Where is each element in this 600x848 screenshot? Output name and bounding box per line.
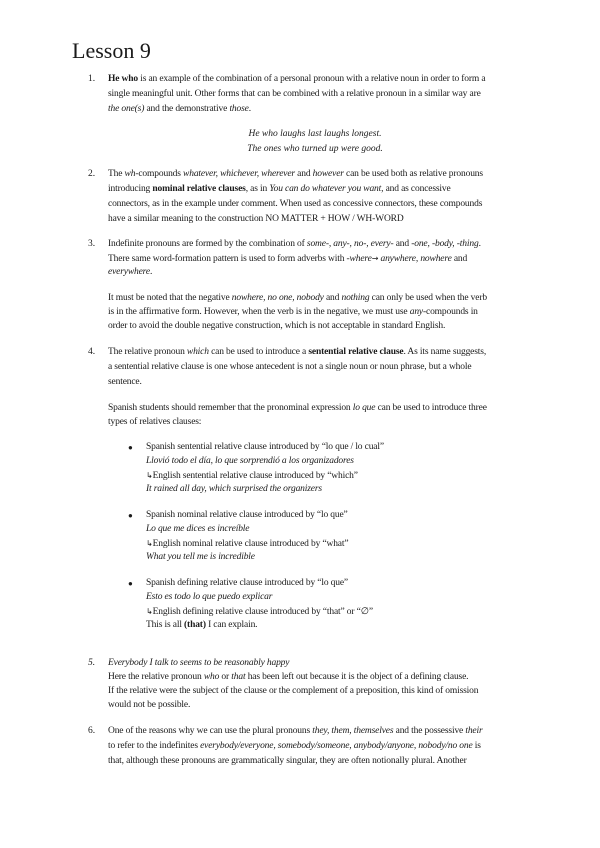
s3-p2-line-3: order to avoid the double negative construction, which is not acceptable in standard English. [108,321,446,331]
item-number-5: 5. [88,658,96,668]
s3-line-2: There same word-formation pattern is used to form adverbs with -where→ anywhere, nowhere and [108,254,468,264]
bullet-2-english-example: What you tell me is incredible [146,552,255,562]
bullet-icon: ● [128,579,133,588]
s5-example: Everybody I talk to seems to be reasonably happy [108,658,290,668]
bullet-1-spanish-example: Llovió todo el día, lo que sorprendió a los organizadores [146,456,354,466]
s2-line-3: connectors, as in the example under comment. When used as concessive connectors, these compounds [108,199,483,209]
item-number-1: 1. [88,74,96,84]
bullet-icon: ● [128,443,133,452]
s4-p2-line-1: Spanish students should remember that the pronominal expression lo que can be used to introduce three [108,403,487,413]
bullet-1-line-3: ↳English sentential relative clause introduced by “which” [146,471,358,481]
s3-line-3: everywhere. [108,267,153,277]
s4-line-3: sentence. [108,377,142,387]
bullet-2-spanish-example: Lo que me dices es increíble [146,524,250,534]
item-number-2: 2. [88,169,96,179]
s6-line-3: that, although these pronouns are grammatically singular, they are often notionally plural. Another [108,756,467,766]
s6-line-2: to refer to the indefinites everybody/everyone, somebody/someone, anybody/anyone, nobody/no one is [108,741,481,751]
bullet-3-english-example: This is all (that) I can explain. [146,620,258,630]
s1-example-1: He who laughs last laughs longest. [248,129,382,139]
bullet-3-line-1: Spanish defining relative clause introduced by “lo que” [146,578,349,588]
s4-line-1: The relative pronoun which can be used to introduce a sentential relative clause. As its name suggests, [108,347,487,357]
item-number-6: 6. [88,726,96,736]
s1-line-2: single meaningful unit. Other forms that can be combined with a relative pronoun in a similar way are [108,89,481,99]
s1-line-3: the one(s) and the demonstrative those. [108,104,251,114]
bullet-3-line-3: ↳English defining relative clause introduced by “that” or “∅” [146,607,373,617]
bullet-icon: ● [128,511,133,520]
s5-line-4: would not be possible. [108,700,191,710]
bullet-1-english-example: It rained all day, which surprised the organizers [146,484,322,494]
bullet-2-line-3: ↳English nominal relative clause introduced by “what” [146,539,349,549]
page-title: Lesson 9 [72,38,151,63]
s3-p2-line-2: is in the affirmative form. However, when the verb is in the negative, we must use any-compounds in [108,307,478,317]
s6-line-1: One of the reasons why we can use the plural pronouns they, them, themselves and the possessive their [108,726,483,736]
s5-line-3: If the relative were the subject of the clause or the complement of a preposition, this kind of omission [108,686,479,696]
s3-line-1: Indefinite pronouns are formed by the combination of some-, any-, no-, every- and -one, -body, -thing. [108,239,481,249]
s4-p2-line-2: types of relatives clauses: [108,417,202,427]
return-arrow-icon: ↳ [146,607,153,616]
s2-line-2: introducing nominal relative clauses, as in You can do whatever you want, and as concessive [108,184,451,194]
item-number-4: 4. [88,347,96,357]
return-arrow-icon: ↳ [146,539,153,548]
bullet-3-spanish-example: Esto es todo lo que puedo explicar [146,592,273,602]
s1-line-1: He who is an example of the combination of a personal pronoun with a relative noun in order to form a [108,74,486,84]
s4-line-2: a sentential relative clause is one whose antecedent is not a single noun or noun phrase, but a whole [108,362,472,372]
s2-line-1: The wh-compounds whatever, whichever, wherever and however can be used both as relative pronouns [108,169,483,179]
bullet-2-line-1: Spanish nominal relative clause introduced by “lo que” [146,510,348,520]
s1-example-2: The ones who turned up were good. [247,144,383,154]
return-arrow-icon: ↳ [146,471,153,480]
s3-p2-line-1: It must be noted that the negative nowhere, no one, nobody and nothing can only be used when the verb [108,293,487,303]
s1-term-he-who: He who [108,74,138,84]
bullet-1-line-1: Spanish sentential relative clause introduced by “lo que / lo cual” [146,442,384,452]
right-arrow-icon: → [371,254,379,263]
s2-line-4: have a similar meaning to the construction NO MATTER + HOW / WH-WORD [108,214,404,224]
item-number-3: 3. [88,239,96,249]
s5-line-2: Here the relative pronoun who or that has been left out because it is the object of a defining clause. [108,672,469,682]
